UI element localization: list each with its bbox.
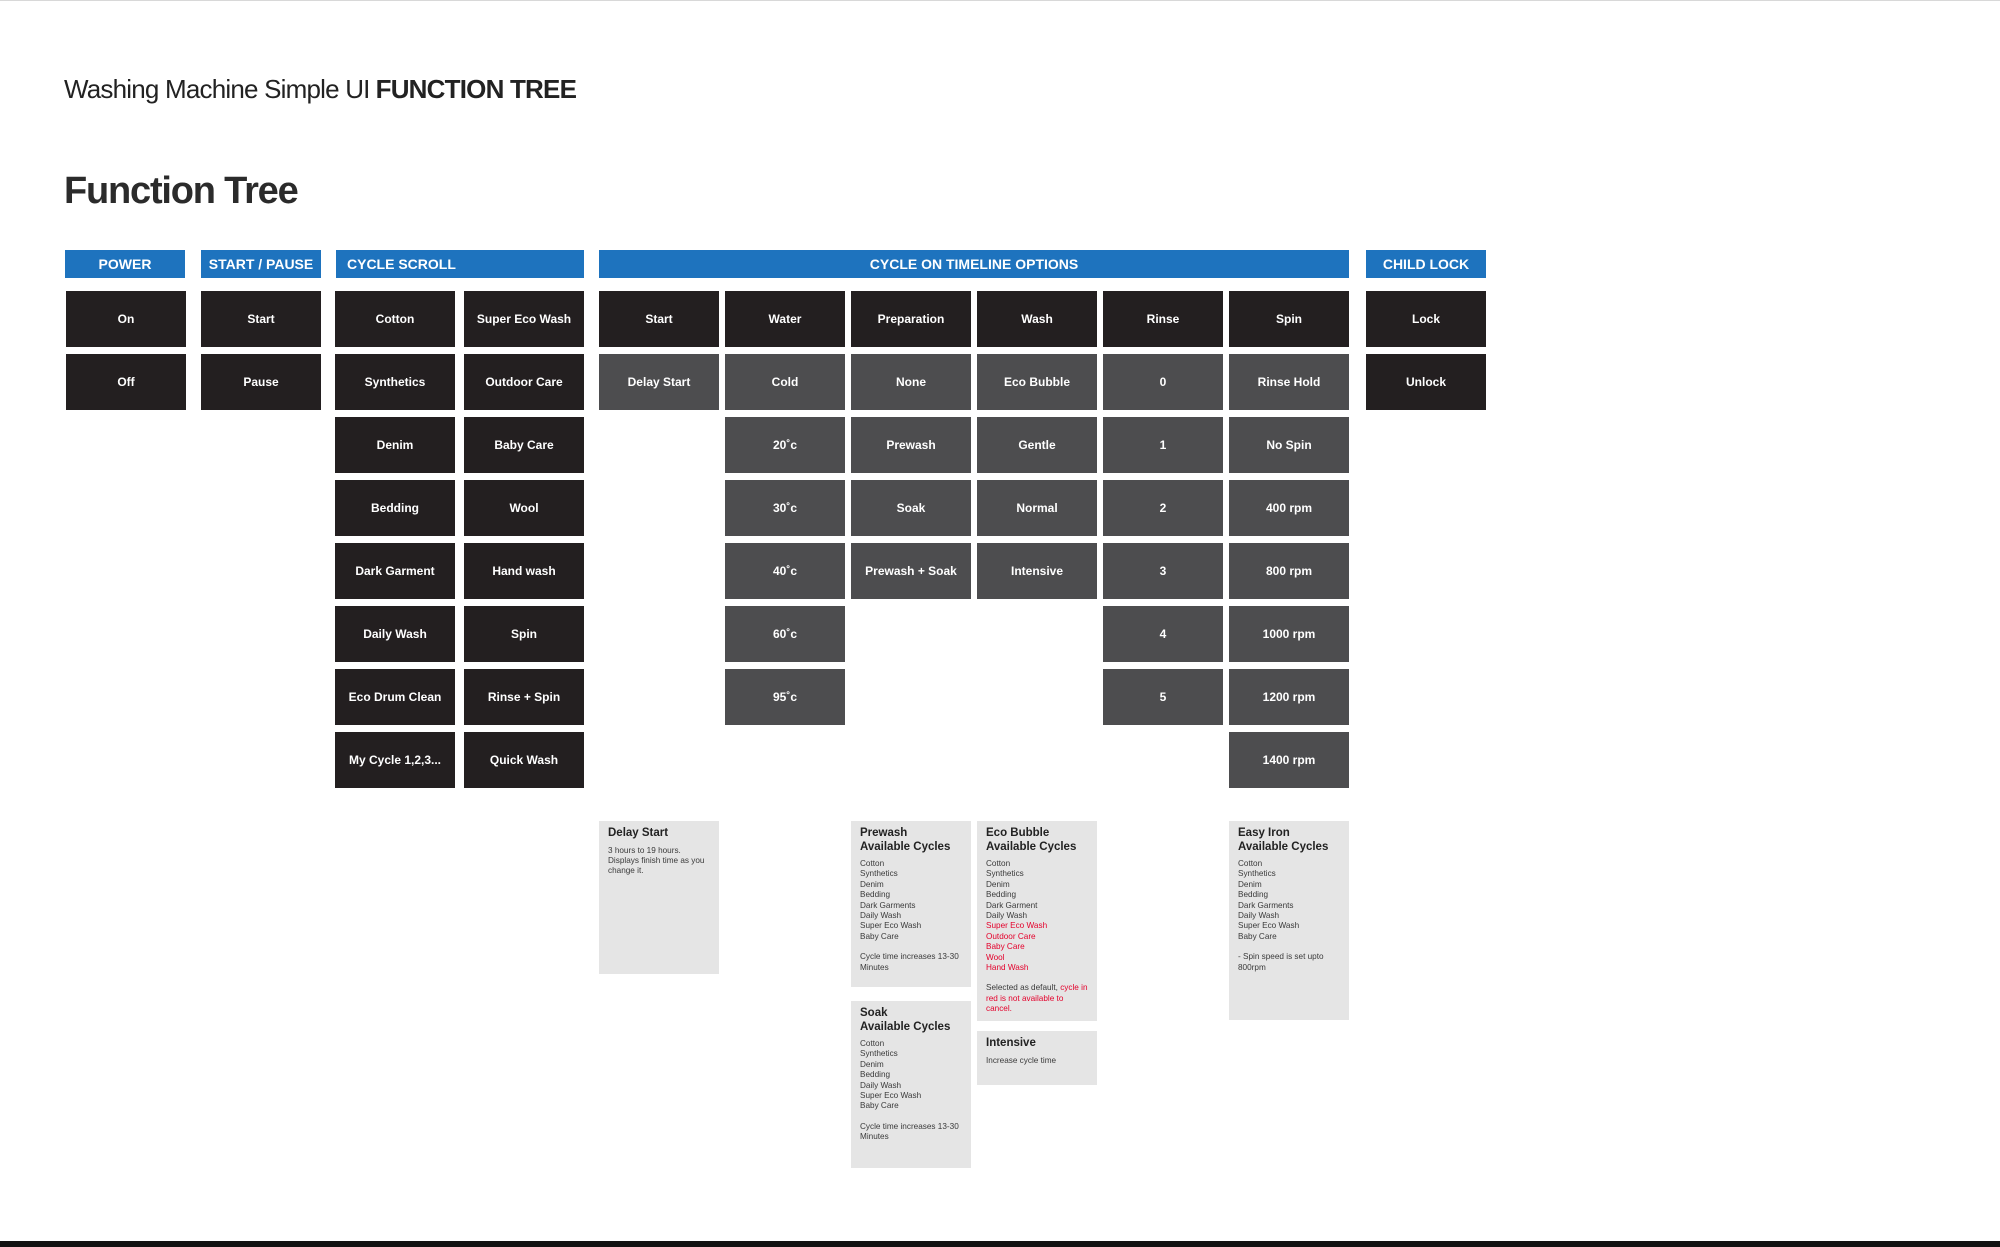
timeline-water[interactable]: Water: [725, 291, 845, 347]
header-child-lock: CHILD LOCK: [1366, 250, 1486, 278]
option-rinse-1[interactable]: 1: [1103, 417, 1223, 473]
list-item: Daily Wash: [986, 911, 1028, 921]
header-start-pause: START / PAUSE: [201, 250, 321, 278]
note-easy-iron: [1229, 821, 1349, 1020]
note-delay-start: [599, 821, 719, 974]
top-divider: [0, 0, 2000, 1]
list-item: Denim: [986, 879, 1010, 889]
note-footer-line: Minutes: [860, 962, 889, 972]
note-title: Soak: [860, 1007, 888, 1019]
note-title: Intensive: [986, 1037, 1036, 1049]
page-title: Function Tree: [64, 170, 298, 212]
option-rinse-3[interactable]: 3: [1103, 543, 1223, 599]
option-spin-400[interactable]: 400 rpm: [1229, 480, 1349, 536]
note-line: change it.: [608, 866, 644, 876]
cycle-bedding[interactable]: Bedding: [335, 480, 455, 536]
note-text: Increase cycle time: [986, 1055, 1057, 1065]
note-subtitle: Available Cycles: [986, 840, 1077, 853]
list-item: Cotton: [1238, 859, 1263, 868]
child-unlock-button[interactable]: Unlock: [1366, 354, 1486, 410]
timeline-spin[interactable]: Spin: [1229, 291, 1349, 347]
list-item: Synthetics: [986, 869, 1024, 879]
option-prep-prewash[interactable]: Prewash: [851, 417, 971, 473]
list-item-unavailable: Super Eco Wash: [986, 921, 1048, 931]
note-subtitle: Available Cycles: [860, 1020, 951, 1033]
note-title: Eco Bubble: [986, 827, 1050, 839]
note-footer-warning: cycle in red is not available to cancel.: [986, 983, 1088, 1014]
list-item-unavailable: Hand Wash: [986, 963, 1029, 973]
pause-button[interactable]: Pause: [201, 354, 321, 410]
option-prep-prewash-soak[interactable]: Prewash + Soak: [851, 543, 971, 599]
option-wash-eco-bubble[interactable]: Eco Bubble: [977, 354, 1097, 410]
option-water-60c[interactable]: 60˚c: [725, 606, 845, 662]
header-power: POWER: [65, 250, 185, 278]
timeline-start[interactable]: Start: [599, 291, 719, 347]
cycle-hand-wash[interactable]: Hand wash: [464, 543, 584, 599]
option-water-30c[interactable]: 30˚c: [725, 480, 845, 536]
note-subtitle: Available Cycles: [860, 840, 951, 853]
note-line: Displays finish time as you: [608, 855, 705, 865]
note-footer-text: Selected as default,: [986, 983, 1058, 993]
note-footer-line: Cycle time increases 13-30: [860, 1121, 959, 1131]
option-water-20c[interactable]: 20˚c: [725, 417, 845, 473]
bottom-border: [0, 1241, 2000, 1247]
list-item: Super Eco Wash: [1238, 921, 1300, 931]
cycle-my-cycle[interactable]: My Cycle 1,2,3...: [335, 732, 455, 788]
list-item: Baby Care: [1238, 931, 1277, 941]
list-item: Daily Wash: [860, 911, 902, 921]
timeline-rinse[interactable]: Rinse: [1103, 291, 1223, 347]
list-item: Bedding: [860, 890, 891, 900]
start-button[interactable]: Start: [201, 291, 321, 347]
list-item: Dark Garments: [860, 900, 916, 910]
list-item: Cotton: [860, 859, 885, 868]
list-item: Synthetics: [860, 869, 898, 879]
list-item: Bedding: [860, 1070, 891, 1080]
cycle-dark-garment[interactable]: Dark Garment: [335, 543, 455, 599]
document-title-light: Washing Machine Simple UI: [64, 74, 370, 104]
list-item: Super Eco Wash: [860, 1091, 922, 1101]
timeline-wash[interactable]: Wash: [977, 291, 1097, 347]
list-item: Dark Garment: [986, 900, 1038, 910]
cycle-cotton[interactable]: Cotton: [335, 291, 455, 347]
document-title-bold: FUNCTION TREE: [375, 74, 577, 104]
cycle-denim[interactable]: Denim: [335, 417, 455, 473]
option-rinse-2[interactable]: 2: [1103, 480, 1223, 536]
cycle-spin[interactable]: Spin: [464, 606, 584, 662]
cycle-rinse-spin[interactable]: Rinse + Spin: [464, 669, 584, 725]
option-spin-no-spin[interactable]: No Spin: [1229, 417, 1349, 473]
note-prewash: [851, 821, 971, 987]
list-item-unavailable: Outdoor Care: [986, 931, 1036, 941]
list-item-unavailable: Baby Care: [986, 942, 1025, 952]
note-footer: [986, 983, 1089, 1014]
option-wash-intensive[interactable]: Intensive: [977, 543, 1097, 599]
list-item: Synthetics: [860, 1049, 898, 1059]
list-item: Bedding: [1238, 890, 1269, 900]
list-item: Denim: [860, 1059, 884, 1069]
list-item: Denim: [1238, 879, 1262, 889]
option-spin-1400[interactable]: 1400 rpm: [1229, 732, 1349, 788]
header-cycle-scroll: CYCLE SCROLL: [336, 250, 584, 278]
list-item: Denim: [860, 879, 884, 889]
note-footer: [860, 952, 963, 973]
note-soak: [851, 1001, 971, 1168]
option-spin-800[interactable]: 800 rpm: [1229, 543, 1349, 599]
cycle-outdoor-care[interactable]: Outdoor Care: [464, 354, 584, 410]
note-footer: - Spin speed is set upto 800rpm: [1238, 952, 1324, 972]
option-spin-1200[interactable]: 1200 rpm: [1229, 669, 1349, 725]
option-spin-1000[interactable]: 1000 rpm: [1229, 606, 1349, 662]
note-title: Prewash: [860, 827, 908, 839]
option-spin-rinse-hold[interactable]: Rinse Hold: [1229, 354, 1349, 410]
timeline-preparation[interactable]: Preparation: [851, 291, 971, 347]
cycle-eco-drum-clean[interactable]: Eco Drum Clean: [335, 669, 455, 725]
cycle-wool[interactable]: Wool: [464, 480, 584, 536]
header-cycle-timeline-options: CYCLE ON TIMELINE OPTIONS: [599, 250, 1349, 278]
list-item: Bedding: [986, 890, 1017, 900]
option-water-cold[interactable]: Cold: [725, 354, 845, 410]
option-delay-start[interactable]: Delay Start: [599, 354, 719, 410]
note-eco-bubble: [977, 821, 1097, 1021]
list-item: Dark Garments: [1238, 900, 1294, 910]
option-wash-normal[interactable]: Normal: [977, 480, 1097, 536]
document-title: [64, 74, 576, 105]
note-footer-line: Minutes: [860, 1132, 889, 1142]
cycle-super-eco-wash[interactable]: Super Eco Wash: [464, 291, 584, 347]
note-title: Easy Iron: [1238, 827, 1290, 839]
option-wash-gentle[interactable]: Gentle: [977, 417, 1097, 473]
option-water-95c[interactable]: 95˚c: [725, 669, 845, 725]
power-on-button[interactable]: On: [66, 291, 186, 347]
child-lock-button[interactable]: Lock: [1366, 291, 1486, 347]
list-item: Daily Wash: [1238, 911, 1280, 921]
list-item-unavailable: Wool: [986, 952, 1005, 962]
note-title: Delay Start: [608, 827, 669, 839]
option-prep-soak[interactable]: Soak: [851, 480, 971, 536]
list-item: Cotton: [986, 859, 1011, 868]
option-rinse-4[interactable]: 4: [1103, 606, 1223, 662]
list-item: Super Eco Wash: [860, 921, 922, 931]
option-prep-none[interactable]: None: [851, 354, 971, 410]
note-subtitle: Available Cycles: [1238, 840, 1329, 853]
option-water-40c[interactable]: 40˚c: [725, 543, 845, 599]
list-item: Baby Care: [860, 1101, 899, 1111]
note-footer-line: Cycle time increases 13-30: [860, 952, 959, 962]
list-item: Synthetics: [1238, 869, 1276, 879]
cycle-synthetics[interactable]: Synthetics: [335, 354, 455, 410]
cycle-baby-care[interactable]: Baby Care: [464, 417, 584, 473]
power-off-button[interactable]: Off: [66, 354, 186, 410]
option-rinse-5[interactable]: 5: [1103, 669, 1223, 725]
list-item: Cotton: [860, 1039, 885, 1048]
list-item: Baby Care: [860, 931, 899, 941]
list-item: Daily Wash: [860, 1080, 902, 1090]
cycle-quick-wash[interactable]: Quick Wash: [464, 732, 584, 788]
cycle-daily-wash[interactable]: Daily Wash: [335, 606, 455, 662]
note-intensive: [977, 1031, 1097, 1085]
note-line: 3 hours to 19 hours.: [608, 845, 681, 855]
note-footer: [860, 1122, 963, 1143]
option-rinse-0[interactable]: 0: [1103, 354, 1223, 410]
